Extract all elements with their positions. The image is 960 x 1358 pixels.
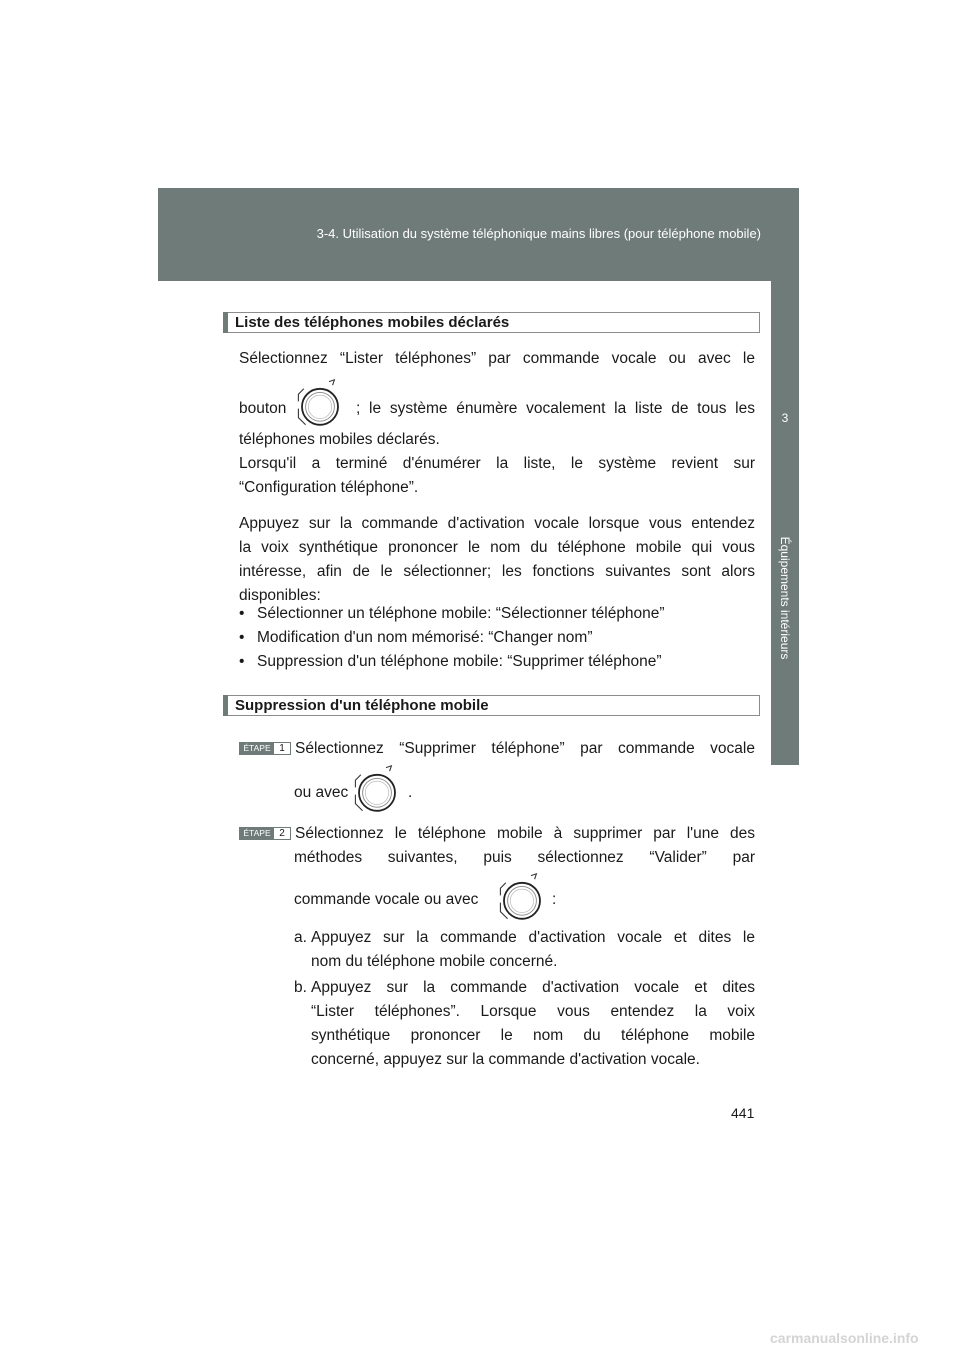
step2-line3-after: :: [552, 891, 557, 908]
para1-line5: “Configuration téléphone”.: [239, 479, 419, 496]
substep-b-line3: synthétique prononcer le nom du téléphone mobile: [311, 1027, 755, 1044]
step2-line1: Sélectionnez le téléphone mobile à supprimer par l'une des: [295, 825, 755, 842]
para1-line3: téléphones mobiles déclarés.: [239, 431, 440, 448]
bullet-item: Suppression d'un téléphone mobile: “Supprimer téléphone”: [257, 653, 662, 670]
bullet-dot: •: [239, 653, 245, 670]
step-badge-number: 1: [279, 743, 285, 754]
step-badge-1: [239, 742, 291, 755]
dial-knob-icon: [350, 764, 404, 818]
section-heading-mobile-list: Liste des téléphones mobiles déclarés: [223, 312, 760, 333]
watermark: carmanualsonline.info: [770, 1330, 919, 1346]
bullet-item: Sélectionner un téléphone mobile: “Sélectionner téléphone”: [257, 605, 665, 622]
page-number: 441: [731, 1105, 755, 1121]
bullet-dot: •: [239, 629, 245, 646]
chapter-header-bar: [158, 188, 799, 281]
substep-a-line2: nom du téléphone mobile concerné.: [311, 953, 558, 970]
substep-marker-a: a.: [294, 929, 307, 946]
chapter-side-tab: [771, 281, 799, 765]
step-badge-label: ÉTAPE: [240, 743, 274, 754]
bullet-dot: •: [239, 605, 245, 622]
step-badge-2: [239, 827, 291, 840]
chapter-number: 3: [781, 411, 789, 425]
step1-line1: Sélectionnez “Supprimer téléphone” par commande vocale: [295, 740, 755, 757]
para2-line1: Appuyez sur la commande d'activation vocale lorsque vous entendez: [239, 515, 755, 532]
step2-line3-before: commande vocale ou avec: [294, 891, 479, 908]
para2-line3: intéresse, afin de le sélectionner; les fonctions suivantes sont alors: [239, 563, 755, 580]
para1-line4: Lorsqu'il a terminé d'énumérer la liste, le système revient sur: [239, 455, 755, 472]
substep-b-line4: concerné, appuyez sur la commande d'activation vocale.: [311, 1051, 700, 1068]
dial-knob-icon: [293, 378, 347, 432]
substep-a-line1: Appuyez sur la commande d'activation vocale et dites le: [311, 929, 755, 946]
para2-line2: la voix synthétique prononcer le nom du téléphone mobile qui vous: [239, 539, 755, 556]
dial-knob-icon: [495, 872, 549, 926]
chapter-side-label: Équipements intérieurs: [778, 536, 792, 660]
substep-marker-b: b.: [294, 979, 307, 996]
para1-line2-before: bouton: [239, 400, 287, 417]
para2-line4: disponibles:: [239, 587, 321, 604]
step1-line2-after: .: [408, 784, 413, 801]
step-badge-number: 2: [279, 828, 285, 839]
section-heading-delete-mobile: Suppression d'un téléphone mobile: [223, 695, 760, 716]
step2-line2: méthodes suivantes, puis sélectionnez “Valider” par: [294, 849, 755, 866]
para1-line2-after: ; le système énumère vocalement la liste de tous les: [356, 400, 755, 417]
step1-line2-before: ou avec: [294, 784, 349, 801]
substep-b-line2: “Lister téléphones”. Lorsque vous entendez la voix: [311, 1003, 755, 1020]
para1-line1: Sélectionnez “Lister téléphones” par commande vocale ou avec le: [239, 350, 755, 367]
substep-b-line1: Appuyez sur la commande d'activation vocale et dites: [311, 979, 755, 996]
step-badge-label: ÉTAPE: [240, 828, 274, 839]
bullet-item: Modification d'un nom mémorisé: “Changer nom”: [257, 629, 593, 646]
chapter-header-title: 3-4. Utilisation du système téléphonique mains libres (pour téléphone mobile): [316, 226, 761, 241]
